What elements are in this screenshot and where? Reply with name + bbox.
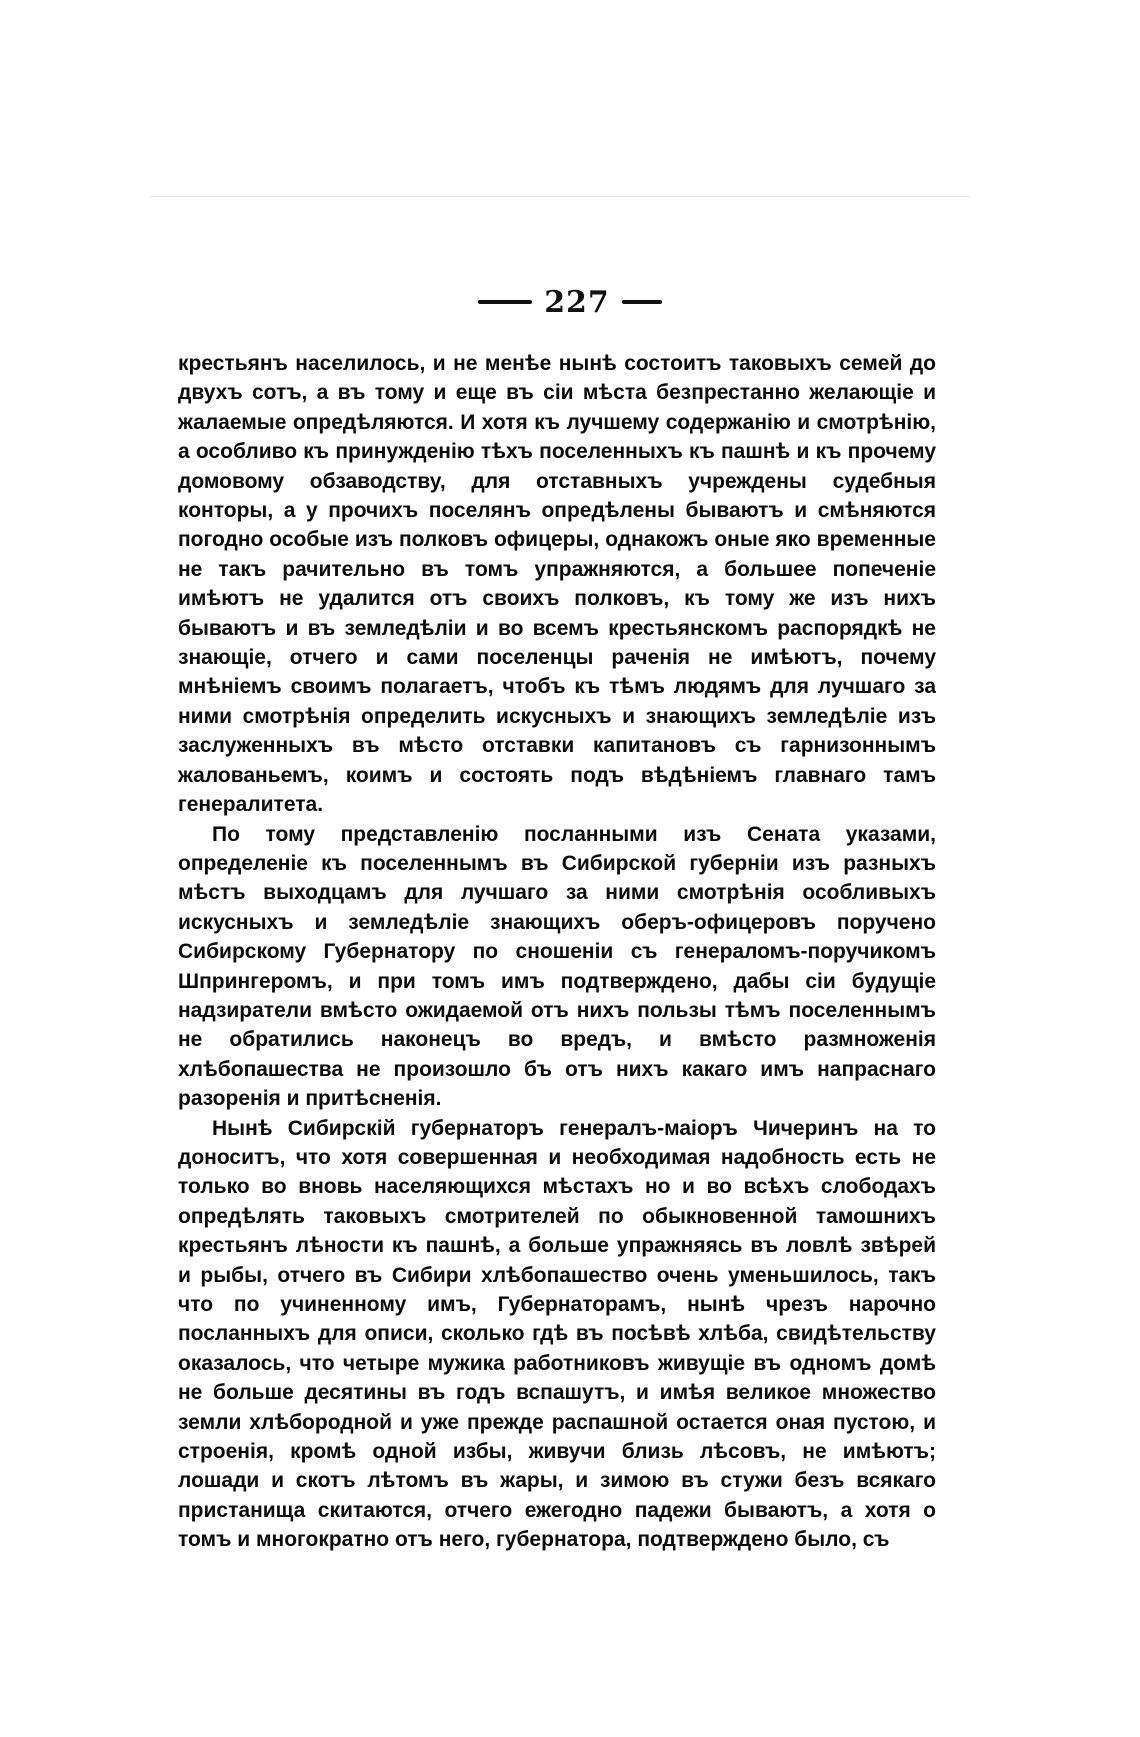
header-ornament-left [478,300,532,304]
paragraph-2: По тому представленію посланными изъ Сената указами, определеніе къ поселеннымъ въ Сибирской губерніи изъ разныхъ мѣстъ выходцамъ для лучшаго за ними смотрѣнія особливыхъ искусныхъ и земледѣліе знающихъ оберъ-офицеровъ поручено Сибирскому Губернатору по сношеніи съ генераломъ-поручикомъ Шпрингеромъ, и при томъ имъ подтверждено, дабы сіи будущіе надзиратели вмѣсто ожидаемой отъ нихъ пользы тѣмъ поселеннымъ не обратились наконецъ во вредъ, и вмѣсто размноженія хлѣбопашества не произошло бъ отъ нихъ какаго имъ напраснаго разоренія и притѣсненія. [178,822,936,1111]
scan-edge-line [150,196,970,197]
paragraph-3: Нынѣ Сибирскій губернаторъ генералъ-маіоръ Чичеринъ на то доноситъ, что хотя совершенная и необходимая надобность есть не только во вновь населяющихся мѣстахъ но и во всѣхъ слободахъ опредѣлять таковыхъ смотрителей по обыкновенной тамошнихъ крестьянъ лѣности къ пашнѣ, а больше упражняясь въ ловлѣ звѣрей и рыбы, отчего въ Сибири хлѣбопашество очень уменьшилось, такъ что по учиненному имъ, Губернаторамъ, нынѣ чрезъ нарочно посланныхъ для описи, сколько гдѣ въ посѣвѣ хлѣба, свидѣтельству оказалось, что четыре мужика работниковъ живущіе въ одномъ домѣ не больше десятины въ годъ вспашутъ, и имѣя великое множество земли хлѣбородной и уже прежде распашной остается оная пустою, и строенія, кромѣ одной избы, живучи близь лѣсовъ, не имѣютъ; лошади и скотъ лѣтомъ въ жары, и зимою въ стужи безъ всякаго пристанища скитаются, отчего ежегодно падежи бываютъ, а хотя о томъ и многократно отъ него, губернатора, подтверждено было, съ [178,1116,936,1552]
page-header [0,282,1140,322]
body-text [178,349,936,1639]
paragraph-1: крестьянъ населилось, и не менѣе нынѣ состоитъ таковыхъ семей до двухъ сотъ, а въ тому и еще въ сіи мѣста безпрестанно желающіе и жалаемые опредѣляются. И хотя къ лучшему содержанію и смотрѣнію, а особливо къ принужденію тѣхъ поселенныхъ къ пашнѣ и къ прочему домовому обзаводству, для отставныхъ учреждены судебныя конторы, а у прочихъ поселянъ опредѣлены бываютъ и смѣняются погодно особые изъ полковъ офицеры, однакожъ оные яко временные не такъ рачительно въ томъ упражняются, а большее попеченіе имѣютъ не удалится отъ своихъ полковъ, къ тому же изъ нихъ бываютъ и въ земледѣліи и во всемъ крестьянскомъ распорядкѣ не знающіе, отчего и сами поселенцы раченія не имѣютъ, почему мнѣніемъ своимъ полагаетъ, чтобъ къ тѣмъ людямъ для лучшаго за ними смотрѣнія определить искусныхъ и знающихъ земледѣліе изъ заслуженныхъ въ мѣсто отставки капитановъ съ гарнизоннымъ жалованьемъ, коимъ и состоять подъ вѣдѣніемъ главнаго тамъ генералитета. [178,352,936,817]
page-number: 227 [544,284,610,320]
header-ornament-right [622,300,662,304]
